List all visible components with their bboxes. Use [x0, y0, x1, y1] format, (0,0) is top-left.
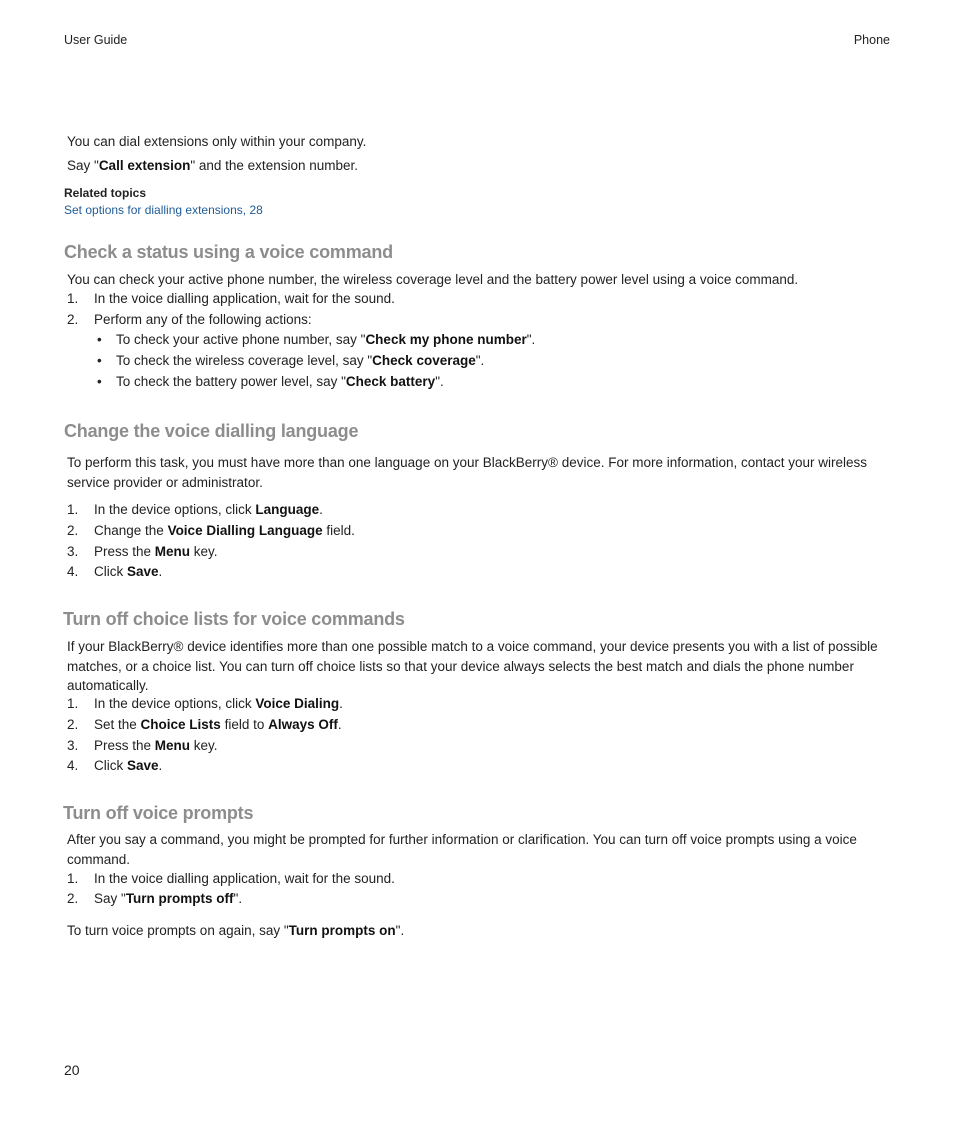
bullet: • — [97, 374, 102, 389]
bullet: • — [97, 332, 102, 347]
step-number: 1. — [67, 871, 79, 886]
step-number: 3. — [67, 544, 79, 559]
step-number: 3. — [67, 738, 79, 753]
step-number: 2. — [67, 312, 79, 327]
step-text: In the voice dialling application, wait for the sound. — [94, 291, 395, 306]
bullet: • — [97, 353, 102, 368]
step-text: Set the Choice Lists field to Always Off. — [94, 717, 342, 732]
bullet-text: To check the wireless coverage level, say "Check coverage". — [116, 353, 485, 368]
step-text: Press the Menu key. — [94, 738, 218, 753]
step-text: In the device options, click Language. — [94, 502, 323, 517]
related-topics-label: Related topics — [64, 186, 147, 200]
step-text: Perform any of the following actions: — [94, 312, 312, 327]
section-heading-voice-prompts: Turn off voice prompts — [63, 803, 254, 823]
step-text: In the device options, click Voice Dialing. — [94, 696, 343, 711]
step-text: Press the Menu key. — [94, 544, 218, 559]
section-paragraph: To perform this task, you must have more than one language on your BlackBerry® device. For more information, contact your wireless service provider or administrator. — [67, 455, 868, 490]
step-number: 2. — [67, 891, 79, 906]
page-number: 20 — [64, 1062, 80, 1078]
intro-instruction: Say "Call extension" and the extension number. — [67, 158, 358, 173]
section-heading-change-language: Change the voice dialling language — [64, 421, 359, 441]
section-heading-check-status: Check a status using a voice command — [64, 242, 393, 262]
step-number: 4. — [67, 758, 79, 773]
running-header-section: Phone — [853, 33, 890, 47]
running-header-title: User Guide — [64, 33, 128, 47]
step-number: 1. — [67, 502, 79, 517]
step-number: 4. — [67, 564, 79, 579]
step-text: In the voice dialling application, wait for the sound. — [94, 871, 395, 886]
step-number: 1. — [67, 696, 79, 711]
section-paragraph: You can check your active phone number, the wireless coverage level and the battery power level using a voice command. — [67, 272, 799, 287]
step-number: 2. — [67, 717, 79, 732]
step-number: 1. — [67, 291, 79, 306]
step-number: 2. — [67, 523, 79, 538]
related-topic-link[interactable]: Set options for dialling extensions, 28 — [64, 203, 263, 217]
step-text: Say "Turn prompts off". — [94, 891, 243, 906]
bullet-text: To check your active phone number, say "Check my phone number". — [116, 332, 536, 347]
section-paragraph: If your BlackBerry® device identifies more than one possible match to a voice command, your device presents you with a list of possible matches, or a choice list. You can turn off choice lists so that your device always selects the best match and dials the phone number automatically. — [67, 639, 878, 693]
closing-note: To turn voice prompts on again, say "Turn prompts on". — [67, 923, 405, 938]
intro-text: You can dial extensions only within your company. — [67, 134, 367, 149]
section-heading-choice-lists: Turn off choice lists for voice commands — [63, 609, 405, 629]
step-text: Click Save. — [94, 758, 163, 773]
step-text: Click Save. — [94, 564, 163, 579]
section-paragraph: After you say a command, you might be prompted for further information or clarification. You can turn off voice prompts using a voice command. — [67, 832, 857, 867]
step-text: Change the Voice Dialling Language field. — [94, 523, 355, 538]
bullet-text: To check the battery power level, say "Check battery". — [116, 374, 444, 389]
